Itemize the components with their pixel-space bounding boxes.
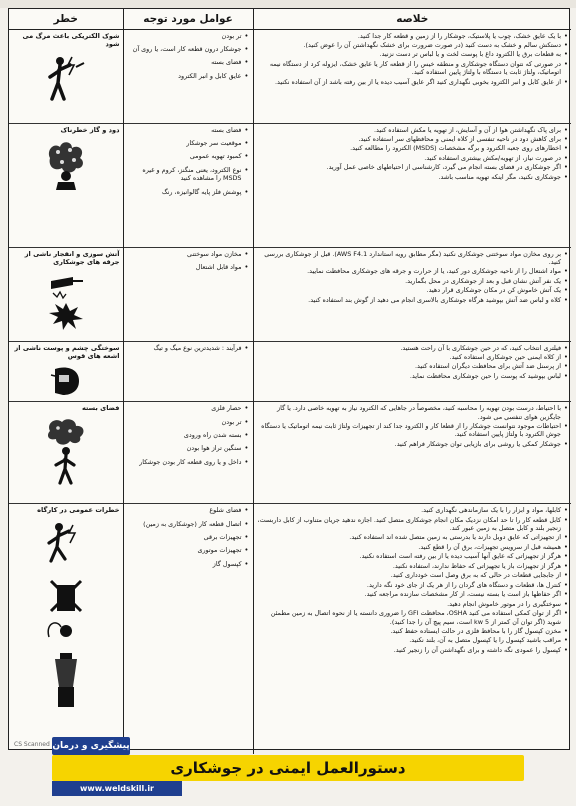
list-item: • جوشکار کمکی یا روشی برای بازیابی توان جوشکار فراهم کنید. <box>257 440 569 448</box>
list-item: • یک آتش خاموش کن در مکان جوشکاری قرار دهید. <box>257 286 569 294</box>
list-item: • با احتیاط، درست بودن تهویه را محاسبه کنید، مخصوصاً در جاهایی که الکترود نیاز به تهویه خاصی دارد. یا گاز جایگزین هوای تنفسی می شود. <box>257 404 569 421</box>
table-header-row <box>9 9 571 29</box>
safety-table <box>9 9 571 754</box>
hazard-title: سوختگی چشم و پوست ناشی از اشعه های قوس <box>14 343 120 361</box>
summary-cell <box>253 123 571 247</box>
banner-title: دستورالعمل ایمنی در جوشکاری <box>170 759 406 777</box>
list-item: • هرگز از تجهیزات باز یا تجهیزاتی که حفاظ ندارند، استفاده نکنید. <box>257 562 569 570</box>
factors-cell <box>123 402 253 504</box>
list-item: • عایق کابل و انبر الکترود <box>127 72 250 80</box>
factors-cell <box>123 341 253 402</box>
list-item: • سنگین تراز هوا بودن <box>127 444 250 452</box>
list-item: • داخل و یا روی قطعه کار بودن جوشکار <box>127 458 250 466</box>
top-strip <box>0 0 576 8</box>
list-item: • فیلتری انتخاب کنید، که در حین جوشکاری با آن راحت هستید. <box>257 344 569 352</box>
list-item: • احتیاطات موجود نتوانست جوشکار را از قطعا کار و الکترود جدا کند از تجهیزات ولتاژ ثابت نیمه اتوماتیک یا دستگاه جوش الکترود با ولتاژ پایین استفاده کنید. <box>257 422 569 439</box>
list-item: • پوشش فلز پایه گالوانیزه، رنگ <box>127 188 250 196</box>
title-banner <box>52 755 524 781</box>
factors-cell <box>123 29 253 123</box>
safety-sheet <box>8 8 570 750</box>
table-row <box>9 402 571 504</box>
list-item: • اخطارهای روی جعبه الکترود و برگه مشخصات (MSDS) الکترود را مطالعه کنید. <box>257 144 569 152</box>
table-row <box>9 341 571 402</box>
header-hazard: خطر <box>9 9 123 29</box>
list-item: • کپسول گاز <box>127 560 250 568</box>
list-item: • برای پاک نگهداشتن هوا از آن و آسایش، از تهویه یا مکش استفاده کنید. <box>257 126 569 134</box>
hazard-cell <box>9 29 123 123</box>
list-item: • برای کاهش دود در ناحیه تنفسی از کلاه ایمنی و محافظهای سر استفاده کنید. <box>257 135 569 143</box>
list-item: • فرآیند : شدیدترین نوع میگ و تیگ <box>127 344 250 352</box>
list-item: • از جابجایی قطعات در حالی که به برق وصل است خودداری کنید. <box>257 571 569 579</box>
hazard-title: خطرات عمومی در کارگاه <box>37 506 120 515</box>
welding-helmet-icon <box>12 365 120 399</box>
electric-shock-icon <box>12 53 120 111</box>
list-item: • به قطعات برق یا الکترود داغ با پوست لخت و یا لباس تر دست نزنید. <box>257 50 569 58</box>
summary-cell <box>253 341 571 402</box>
hazard-cell <box>9 402 123 504</box>
fire-explosion-icon <box>12 271 120 333</box>
factors-cell <box>123 504 253 754</box>
list-item: • تجهیزات برقی <box>127 533 250 541</box>
list-item: • از پرسنل ضد آتش برای محافظت دیگران استفاده کنید. <box>257 362 569 370</box>
hazard-cell <box>9 341 123 402</box>
list-item: • در صورتی که نتوان دستگاه جوشکاری و منطقه خیس را از قطعه کار یا عایق خشک، ایزوله کرد از دستگاه نیمه اتوماتیک، ولتاژ ثابت یا دستگاه با ولتاژ پایین استفاده کنید. <box>257 60 569 77</box>
list-item: • مخزن کپسول گاز را با محافظ فلزی در حالت ایستاده حفظ کنید. <box>257 627 569 635</box>
hazard-cell <box>9 247 123 341</box>
list-item: • بسته شدن راه ورودی <box>127 431 250 439</box>
list-item: • فضای بسته <box>127 126 250 134</box>
list-item: • از عایق کابل و انبر الکترود بخوبی نگهداری کنید اگر عایق آسیب دیده یا از بین رفته باشد از آن استفاده نکنید. <box>257 78 569 86</box>
header-summary: خلاصه <box>253 9 571 29</box>
list-item: • اتصال قطعه کار (جوشکاری به زمین) <box>127 520 250 528</box>
confined-space-icon <box>12 417 120 489</box>
list-item: • اگر از توان کمکی استفاده می کنید OSHA، محافظت GFI را ضروری دانسته یا از نحوه اتصال به زمین مطمئن شوید (اگر توان آن کمتر از 5 kw است، سیم پیچ آن را جدا کنید). <box>257 609 569 626</box>
list-item: • مراقب باشید کپسول را یا کپسول متصل به آن، بلند نکنید. <box>257 636 569 644</box>
header-factors: عوامل مورد توجه <box>123 9 253 29</box>
list-item: • کپسول را عمودی نگه داشته و برای نگهداشتن آن را زنجیر کنید. <box>257 646 569 654</box>
factors-cell <box>123 123 253 247</box>
list-item: • تجهیزات موتوری <box>127 546 250 554</box>
list-item: • کنترل ها، قطعات و دستگاه های گردان را از هر یک از جای خود نگه دارید. <box>257 581 569 589</box>
fumes-icon <box>12 138 120 192</box>
list-item: • کابلها، مواد و ابزار را با یک سازماندهی نگهداری کنید. <box>257 506 569 514</box>
list-item: • فضای شلوغ <box>127 506 250 514</box>
hazard-title: شوک الکتریکی باعث مرگ می شود <box>22 31 120 49</box>
list-item: • لباس بپوشید که پوست را حین جوشکاری محافظت نماید. <box>257 372 569 380</box>
site-url: www.weldskill.ir <box>52 781 182 796</box>
list-item: • سوختگیری را در موتور خاموش انجام دهید. <box>257 600 569 608</box>
summary-cell <box>253 504 571 754</box>
list-item: • نوع الکترود، یعنی منگنز، کروم و غیره MSDS را مشاهده کنید <box>127 166 250 183</box>
table-row <box>9 504 571 754</box>
list-item: • دستکش سالم و خشک به دست کنید (در صورت ضرورت برای خشک نگهداشتن آن را عوض کنید). <box>257 41 569 49</box>
list-item: • از کلاه ایمنی حین جوشکاری استفاده کنید. <box>257 353 569 361</box>
hazard-title: دود و گاز خطرناک <box>60 125 120 134</box>
list-item: • بر روی مخازن مواد سوختنی جوشکاری نکنید (مگر مطابق رویه استاندارد AWS F4.1). قبل از جوشکاری بررسی کنید. <box>257 250 569 267</box>
table-row <box>9 29 571 123</box>
summary-cell <box>253 402 571 504</box>
list-item: • تر بودن <box>127 418 250 426</box>
list-item: • هرگز از تجهیزاتی که عایق آنها آسیب دیده یا از بین رفته است استفاده نکنید. <box>257 552 569 560</box>
summary-cell <box>253 247 571 341</box>
list-item: • کلاه و لباس ضد آتش بپوشید هرگاه جوشکاری بالاسری انجام می دهید از گوش بند استفاده کنید. <box>257 296 569 304</box>
hazard-title: آتش سوزی و انفجار ناشی از جرقه های جوشکاری <box>24 249 120 267</box>
list-item: • با یک عایق خشک، چوب یا پلاستیک، جوشکار را از زمین و قطعه کار جدا کنید. <box>257 32 569 40</box>
list-item: • اگر حفاظها باز است یا بسته نیست، از کار مشخصات سازنده مراجعه کنید. <box>257 590 569 598</box>
list-item: • کابل قطعه کار را تا حد امکان نزدیک مکان انجام جوشکاری متصل کنید. اجازه ندهید جریان متناوب از کابل داربست، زنجیر بلند و کابل متصل به زمین عبور کند. <box>257 516 569 533</box>
list-item: • تر بودن <box>127 32 250 40</box>
list-item: • حصار فلزی <box>127 404 250 412</box>
list-item: • مواد اشتعال را از ناحیه جوشکاری دور کنید، یا از حرارت و جرقه های جوشکاری محافظت نمایید. <box>257 267 569 275</box>
list-item: • یک نفر آتش نشان قبل و بعد از جوشکاری در محل بگمارید. <box>257 277 569 285</box>
list-item: • مخازن مواد سوختنی <box>127 250 250 258</box>
hazard-title: فضای بسته <box>81 404 120 413</box>
list-item: • مواد قابل اشتعال <box>127 263 250 271</box>
table-row <box>9 123 571 247</box>
scanner-watermark: CS Scanned <box>14 741 50 748</box>
list-item: • در صورت نیاز، از تهویه/مکش بیشتری استفاده کنید. <box>257 154 569 162</box>
banner-tag: پیشگیری و درمان <box>52 737 130 755</box>
hazard-cell <box>9 123 123 247</box>
hazard-cell <box>9 504 123 754</box>
summary-cell <box>253 29 571 123</box>
list-item: • جوشکار درون قطعه کار است، یا روی آن <box>127 45 250 53</box>
general-hazard-icon <box>12 519 120 717</box>
list-item: • همیشه قبل از سرویس تجهیزات، برق آن را قطع کنید. <box>257 543 569 551</box>
factors-cell <box>123 247 253 341</box>
list-item: • از تجهیزاتی که عایق دوبل دارند یا بدرستی به زمین متصل شده اند استفاده کنید. <box>257 533 569 541</box>
list-item: • کمبود تهویه عمومی <box>127 152 250 160</box>
list-item: • فضای بسته <box>127 58 250 66</box>
list-item: • موقعیت سر جوشکار <box>127 139 250 147</box>
list-item: • اگر جوشکاری در فضای بسته انجام می گیرد، کارشناسی از احتیاطهای خاصی عمل آورید. <box>257 163 569 171</box>
table-row <box>9 247 571 341</box>
list-item: • جوشکاری نکنید، مگر اینکه تهویه مناسب باشد. <box>257 173 569 181</box>
